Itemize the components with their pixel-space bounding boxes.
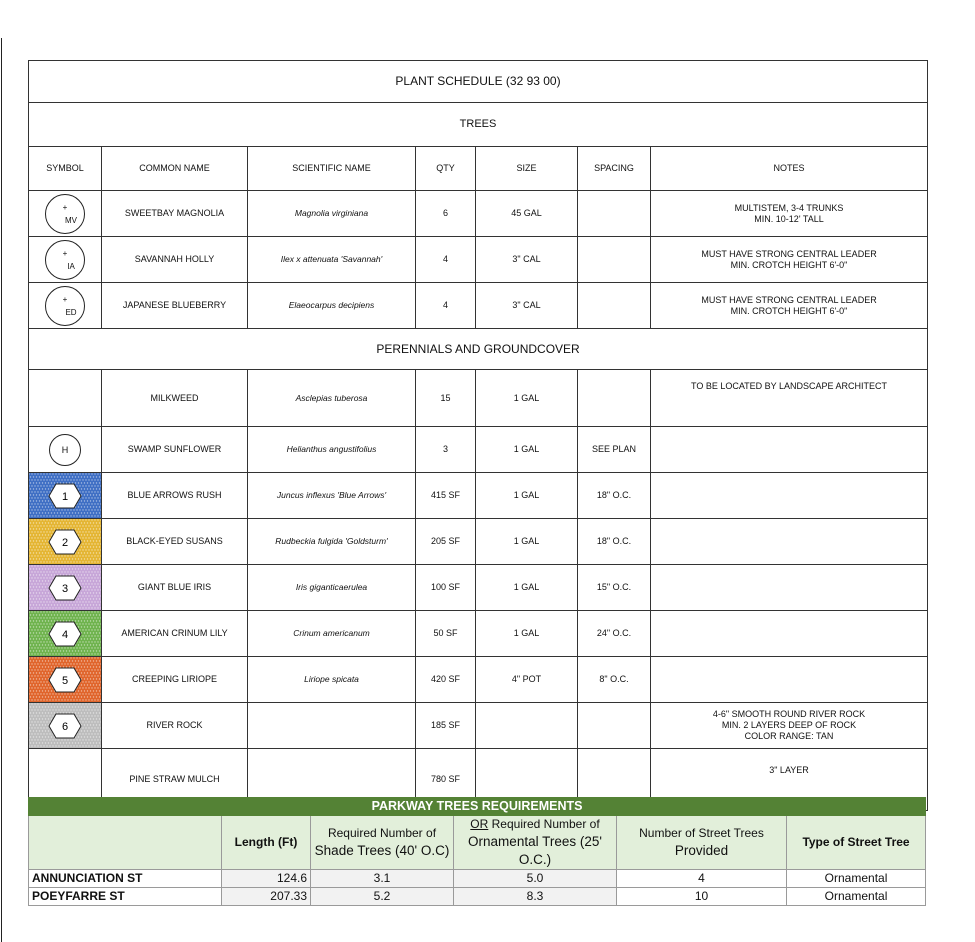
qty: 185 SF [416,703,476,749]
scientific-name: Asclepias tuberosa [248,370,416,427]
col-size: SIZE [476,147,578,191]
hexagon-icon [48,667,82,693]
notes [651,611,928,657]
parkway-title: PARKWAY TREES REQUIREMENTS [29,798,926,816]
size: 1 GAL [476,427,578,473]
col-ornamental-trees: OR Required Number of Ornamental Trees (25' O.C.) [454,816,617,870]
column-header-row [29,147,928,191]
hatch-symbol [29,565,102,611]
common-name: BLACK-EYED SUSANS [102,519,248,565]
qty: 415 SF [416,473,476,519]
scientific-name: Crinum americanum [248,611,416,657]
tree-symbol [29,191,102,237]
notes: MULTISTEM, 3-4 TRUNKS MIN. 10-12' TALL [651,191,928,237]
qty: 4 [416,237,476,283]
parkway-header-row [29,816,926,870]
notes: MUST HAVE STRONG CENTRAL LEADER MIN. CROTCH HEIGHT 6'-0" [651,283,928,329]
blank-header [29,816,222,870]
perennial-symbol-circle-icon: H [49,434,81,466]
page-edge-rule [1,38,2,942]
size: 1 GAL [476,473,578,519]
tree-symbol [29,283,102,329]
size: 1 GAL [476,519,578,565]
spacing: 18" O.C. [578,473,651,519]
col-spacing: SPACING [578,147,651,191]
hatch-symbol [29,611,102,657]
table-row [29,370,928,427]
col-scientific-name: SCIENTIFIC NAME [248,147,416,191]
tree-type: Ornamental [787,888,926,906]
spacing: SEE PLAN [578,427,651,473]
col-street-trees-provided: Number of Street Trees Provided [617,816,787,870]
scientific-name: Helianthus angustifolius [248,427,416,473]
table-row [29,191,928,237]
qty: 420 SF [416,657,476,703]
notes [651,473,928,519]
svg-text:2: 2 [61,536,69,549]
spacing: 24" O.C. [578,611,651,657]
notes [651,427,928,473]
spacing: 15" O.C. [578,565,651,611]
tree-symbol [29,237,102,283]
notes [651,657,928,703]
size: 3" CAL [476,283,578,329]
col-shade-trees: Required Number of Shade Trees (40' O.C) [311,816,454,870]
common-name: MILKWEED [102,370,248,427]
qty: 6 [416,191,476,237]
qty: 780 SF [416,749,476,811]
svg-text:6: 6 [61,720,69,733]
svg-text:3: 3 [61,582,69,595]
scientific-name: Rudbeckia fulgida 'Goldsturm' [248,519,416,565]
scientific-name: Magnolia virginiana [248,191,416,237]
table-row [29,611,928,657]
common-name: JAPANESE BLUEBERRY [102,283,248,329]
qty: 4 [416,283,476,329]
street-name: POEYFARRE ST [29,888,222,906]
tree-symbol-circle-icon: + IA [45,240,85,280]
table-row [29,427,928,473]
svg-text:4: 4 [61,628,69,641]
length: 207.33 [222,888,311,906]
scientific-name: Iris giganticaerulea [248,565,416,611]
notes [651,519,928,565]
col-type: Type of Street Tree [787,816,926,870]
common-name: AMERICAN CRINUM LILY [102,611,248,657]
table-row [29,473,928,519]
size: 4" POT [476,657,578,703]
col-qty: QTY [416,147,476,191]
spacing [578,191,651,237]
hexagon-icon [48,621,82,647]
col-notes: NOTES [651,147,928,191]
col-symbol: SYMBOL [29,147,102,191]
empty-symbol [29,370,102,427]
table-row [29,870,926,888]
hatch-symbol [29,519,102,565]
table-row [29,283,928,329]
scientific-name: Ilex x attenuata 'Savannah' [248,237,416,283]
perennials-heading: PERENNIALS AND GROUNDCOVER [29,329,928,370]
notes: MUST HAVE STRONG CENTRAL LEADER MIN. CROTCH HEIGHT 6'-0" [651,237,928,283]
parkway-trees-table [28,797,926,906]
common-name: CREEPING LIRIOPE [102,657,248,703]
hexagon-icon [48,483,82,509]
length: 124.6 [222,870,311,888]
tree-symbol-circle-icon: + ED [45,286,85,326]
shade-required: 3.1 [311,870,454,888]
spacing [578,237,651,283]
street-name: ANNUNCIATION ST [29,870,222,888]
svg-text:1: 1 [61,490,69,503]
tree-symbol-circle-icon: + MV [45,194,85,234]
perennial-symbol [29,427,102,473]
qty: 205 SF [416,519,476,565]
size: 1 GAL [476,565,578,611]
hexagon-icon [48,575,82,601]
spacing [578,370,651,427]
size: 45 GAL [476,191,578,237]
trees-heading: TREES [29,103,928,147]
spacing: 18" O.C. [578,519,651,565]
notes: 3" LAYER [651,749,928,811]
table-row [29,237,928,283]
qty: 15 [416,370,476,427]
common-name: BLUE ARROWS RUSH [102,473,248,519]
table-row [29,565,928,611]
hexagon-icon [48,713,82,739]
scientific-name: Liriope spicata [248,657,416,703]
qty: 3 [416,427,476,473]
plant-schedule-title: PLANT SCHEDULE (32 93 00) [29,61,928,103]
notes: 4-6" SMOOTH ROUND RIVER ROCK MIN. 2 LAYERS DEEP OF ROCK COLOR RANGE: TAN [651,703,928,749]
svg-text:5: 5 [61,674,69,687]
col-common-name: COMMON NAME [102,147,248,191]
plant-schedule-table [28,60,928,811]
spacing [578,703,651,749]
table-row [29,657,928,703]
tree-type: Ornamental [787,870,926,888]
size [476,703,578,749]
spacing [578,283,651,329]
table-row [29,888,926,906]
qty: 100 SF [416,565,476,611]
shade-required: 5.2 [311,888,454,906]
scientific-name: Elaeocarpus decipiens [248,283,416,329]
size: 1 GAL [476,611,578,657]
scientific-name [248,703,416,749]
provided: 4 [617,870,787,888]
common-name: SAVANNAH HOLLY [102,237,248,283]
table-row [29,519,928,565]
qty: 50 SF [416,611,476,657]
ornamental-required: 8.3 [454,888,617,906]
notes: TO BE LOCATED BY LANDSCAPE ARCHITECT [651,370,928,427]
common-name: SWEETBAY MAGNOLIA [102,191,248,237]
common-name: SWAMP SUNFLOWER [102,427,248,473]
col-length: Length (Ft) [222,816,311,870]
table-row [29,703,928,749]
size: 3" CAL [476,237,578,283]
common-name: PINE STRAW MULCH [102,749,248,811]
scientific-name: Juncus inflexus 'Blue Arrows' [248,473,416,519]
ornamental-required: 5.0 [454,870,617,888]
hatch-symbol [29,473,102,519]
notes [651,565,928,611]
hatch-symbol [29,703,102,749]
size: 1 GAL [476,370,578,427]
spacing: 8" O.C. [578,657,651,703]
common-name: GIANT BLUE IRIS [102,565,248,611]
provided: 10 [617,888,787,906]
common-name: RIVER ROCK [102,703,248,749]
hexagon-icon [48,529,82,555]
hatch-symbol [29,657,102,703]
